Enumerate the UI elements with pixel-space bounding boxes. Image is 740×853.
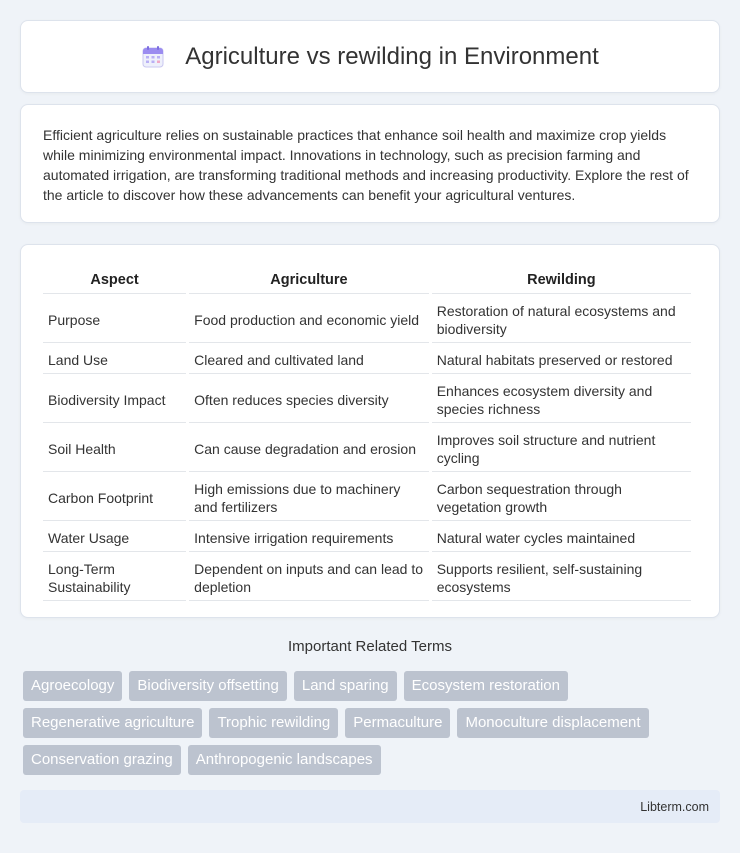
table-row (43, 377, 691, 423)
agriculture-cell: Cleared and cultivated land (189, 346, 429, 374)
tag-conservation-grazing[interactable]: Conservation grazing (23, 745, 181, 775)
comparison-card (20, 244, 720, 618)
header (141, 43, 599, 71)
comparison-table (40, 263, 694, 604)
intro-text: Efficient agriculture relies on sustainable practices that enhance soil health and maximize crop yields while minimizing environmental impact. Innovations in technology, such as precision farming and automated irrigation, are transforming traditional methods and increasing productivity. Explore the rest of the article to discover how these advancements can benefit your agricultural ventures. (43, 127, 689, 203)
table-row (43, 555, 691, 601)
aspect-cell: Carbon Footprint (43, 475, 186, 521)
table-row (43, 475, 691, 521)
aspect-cell: Long-Term Sustainability (43, 555, 186, 601)
intro-card (20, 104, 720, 223)
header-agriculture: Agriculture (189, 266, 429, 294)
tag-regenerative-agriculture[interactable]: Regenerative agriculture (23, 708, 202, 738)
aspect-cell: Biodiversity Impact (43, 377, 186, 423)
tag-biodiversity-offsetting[interactable]: Biodiversity offsetting (129, 671, 286, 701)
tag-monoculture-displacement[interactable]: Monoculture displacement (457, 708, 648, 738)
page-title: Agriculture vs rewilding in Environment (185, 42, 599, 70)
header-card (20, 20, 720, 93)
rewilding-cell: Supports resilient, self-sustaining ecosystems (432, 555, 691, 601)
tag-permaculture[interactable]: Permaculture (345, 708, 450, 738)
agriculture-cell: High emissions due to machinery and fertilizers (189, 475, 429, 521)
related-terms-tags (23, 671, 713, 782)
header-rewilding: Rewilding (432, 266, 691, 294)
table-row (43, 346, 691, 374)
rewilding-cell: Natural habitats preserved or restored (432, 346, 691, 374)
tag-ecosystem-restoration[interactable]: Ecosystem restoration (404, 671, 568, 701)
tag-agroecology[interactable]: Agroecology (23, 671, 122, 701)
table-row (43, 524, 691, 552)
footer-site-link[interactable]: Libterm.com (640, 799, 709, 814)
calendar-icon (141, 45, 165, 69)
related-terms-title: Important Related Terms (288, 638, 452, 655)
tag-trophic-rewilding[interactable]: Trophic rewilding (209, 708, 338, 738)
agriculture-cell: Often reduces species diversity (189, 377, 429, 423)
aspect-cell: Purpose (43, 297, 186, 343)
rewilding-cell: Improves soil structure and nutrient cycling (432, 426, 691, 472)
table-header-row (43, 266, 691, 294)
rewilding-cell: Carbon sequestration through vegetation growth (432, 475, 691, 521)
aspect-cell: Water Usage (43, 524, 186, 552)
agriculture-cell: Intensive irrigation requirements (189, 524, 429, 552)
tag-row (23, 671, 713, 701)
tag-anthropogenic-landscapes[interactable]: Anthropogenic landscapes (188, 745, 381, 775)
rewilding-cell: Restoration of natural ecosystems and biodiversity (432, 297, 691, 343)
rewilding-cell: Enhances ecosystem diversity and species richness (432, 377, 691, 423)
tag-row (23, 745, 713, 775)
aspect-cell: Land Use (43, 346, 186, 374)
tag-row (23, 708, 713, 738)
rewilding-cell: Natural water cycles maintained (432, 524, 691, 552)
aspect-cell: Soil Health (43, 426, 186, 472)
agriculture-cell: Food production and economic yield (189, 297, 429, 343)
table-row (43, 297, 691, 343)
tag-land-sparing[interactable]: Land sparing (294, 671, 397, 701)
table-row (43, 426, 691, 472)
footer (20, 790, 720, 823)
agriculture-cell: Dependent on inputs and can lead to depletion (189, 555, 429, 601)
agriculture-cell: Can cause degradation and erosion (189, 426, 429, 472)
header-aspect: Aspect (43, 266, 186, 294)
